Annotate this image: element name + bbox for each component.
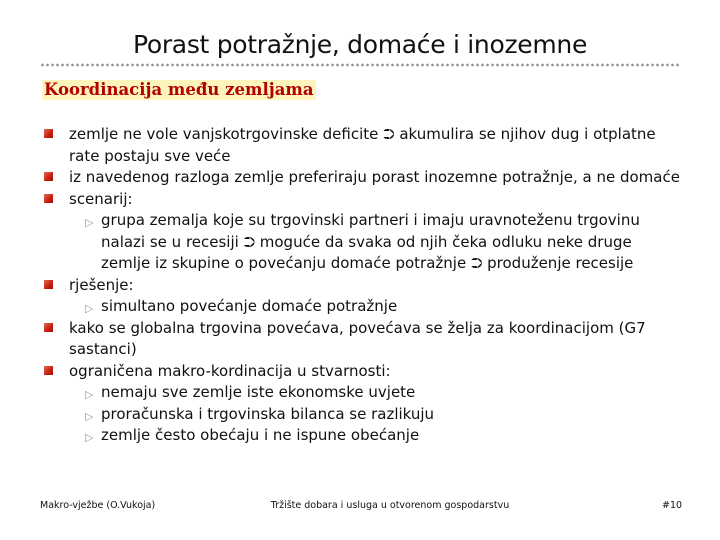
item-text: rješenje: [69,275,134,294]
slide-subtitle: Koordinacija među zemljama [44,80,314,99]
triangle-bullet-icon: ▷ [85,216,94,229]
implies-icon: ⮊ [383,125,395,143]
square-bullet-icon [44,172,53,181]
item-text: ograničena makro-kordinacija u stvarnosti: [69,361,391,380]
triangle-bullet-icon: ▷ [85,388,94,401]
list-item [42,189,682,211]
list-item [42,361,682,383]
slide-title: Porast potražnje, domaće i inozemne [132,30,588,59]
item-text: iz navedenog razloga zemlje preferiraju porast inozemne potražnje, a ne domaće [69,168,680,186]
sub-list-item [42,296,682,318]
item-text: proračunska i trgovinska bilanca se razlikuju [101,404,435,423]
item-text: kako se globalna trgovina povećava, povećava se želja za koordinacijom (G7 sastanci) [69,318,646,358]
list-item [42,275,682,297]
sub-list-item [42,210,682,275]
implies-icon: ⮊ [470,254,483,272]
footer-author: Makro-vježbe (O.Vukoja) [40,500,156,511]
triangle-bullet-icon: ▷ [85,431,94,444]
item-text: akumulira se njihov dug i otplatne rate postaju sve veće [69,125,656,165]
footer-slide-number: #10 [662,500,683,511]
list-item [42,167,682,189]
item-text: nemaju sve zemlje iste ekonomske uvjete [101,383,416,401]
dotted-divider [40,63,680,67]
square-bullet-icon [44,194,53,203]
sub-list-item [42,425,682,447]
item-text: simultano povećanje domaće potražnje [101,297,398,315]
square-bullet-icon [44,366,53,375]
footer-course-title: Tržište dobara i usluga u otvorenom gospodarstvu [270,500,510,511]
item-text: zemlje ne vole vanjskotrgovinske deficite [69,125,384,143]
sub-list-item [42,382,682,404]
list-item [42,124,682,167]
bullet-list [42,124,682,447]
triangle-bullet-icon: ▷ [85,302,94,315]
square-bullet-icon [44,280,53,289]
list-item [42,318,682,361]
implies-icon: ⮊ [243,232,255,251]
item-text: moguće da svaka od njih čeka odluku neke druge zemlje iz skupine o povećanju domaće potražnje [101,232,632,272]
item-text: scenarij: [69,189,133,208]
item-text: grupa zemalja koje su trgovinski partneri i imaju uravnoteženu trgovinu nalazi se u recesiji [101,211,640,251]
triangle-bullet-icon: ▷ [85,409,94,423]
item-text: produženje recesije [482,254,634,272]
sub-list-item [42,404,682,426]
item-text: zemlje često obećaju i ne ispune obećanje [101,426,420,444]
square-bullet-icon [44,323,53,332]
square-bullet-icon [44,129,53,138]
